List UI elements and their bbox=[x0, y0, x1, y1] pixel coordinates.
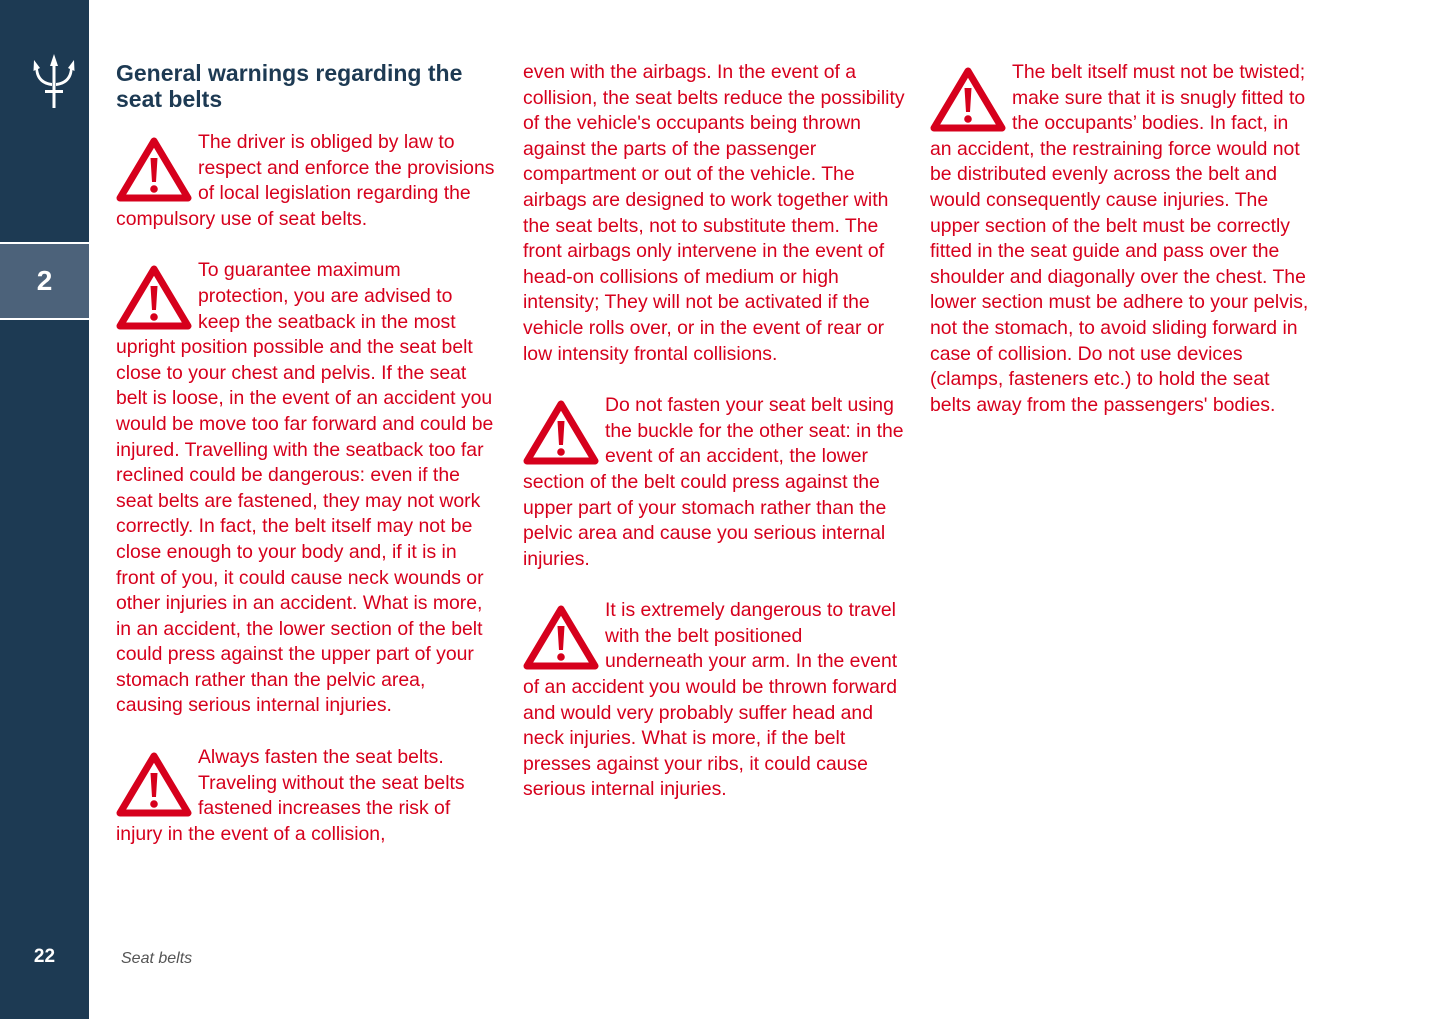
warning-triangle-icon bbox=[116, 264, 192, 330]
column-2 bbox=[523, 60, 905, 829]
warning-text: It is extremely dangerous to travel with the belt positioned underneath your arm. In the event of an accident you would be thrown forward and would very probably suffer head and neck injuries. What is more, if the belt presses against your ribs, it could cause serious internal injuries. bbox=[523, 599, 898, 801]
warning-block bbox=[116, 745, 496, 847]
warning-block bbox=[116, 258, 496, 719]
warning-text: To guarantee maximum protection, you are advised to keep the seatback in the most upright position possible and the seat belt close to your chest and pelvis. If the seat belt is loose, in the event of an accident you would be move too far forward and could be injured. Travelling with the seatback too far reclined could be dangerous: even if the seat belts are fastened, they may not work correctly. In fact, the belt itself may not be close enough to your body and, if it is in front of you, it could cause neck wounds or other injuries in an accident. What is more, in an accident, the lower section of the belt could press against the upper part of your stomach rather than the pelvic area, causing serious internal injuries. bbox=[116, 259, 494, 717]
column-3 bbox=[930, 60, 1310, 444]
warning-block bbox=[116, 130, 496, 232]
warning-block bbox=[930, 60, 1310, 418]
warning-triangle-icon bbox=[116, 136, 192, 202]
page-title: General warnings regarding the seat belts bbox=[116, 60, 463, 112]
warning-triangle-icon bbox=[523, 399, 599, 465]
chapter-number: 2 bbox=[0, 242, 89, 320]
footer-section-label: Seat belts bbox=[121, 950, 193, 967]
warning-text: Do not fasten your seat belt using the buckle for the other seat: in the event of an accident, the lower section of the belt could press against the upper part of your stomach rather than the pelvic area and cause you serious internal injuries. bbox=[523, 394, 904, 570]
column-1 bbox=[116, 60, 496, 873]
warning-block bbox=[523, 393, 905, 572]
warning-text: Always fasten the seat belts. Traveling without the seat belts fastened increases the risk of injury in the event of a collision, bbox=[116, 746, 465, 845]
page-number: 22 bbox=[33, 946, 56, 967]
sidebar bbox=[0, 0, 89, 1019]
warning-text: The belt itself must not be twisted; make sure that it is snugly fitted to the occupants’ bodies. In fact, in an accident, the restraining force would not be distributed evenly across the belt and would consequently cause injuries. The upper section of the belt must be correctly fitted in the seat guide and pass over the shoulder and diagonally over the chest. The lower section must be adhere to your pelvis, not the stomach, to avoid sliding forward in case of collision. Do not use devices (clamps, fasteners etc.) to hold the seat belts away from the passengers' bodies. bbox=[930, 61, 1309, 416]
warning-block bbox=[523, 598, 905, 803]
warning-text: The driver is obliged by law to respect and enforce the provisions of local legislation regarding the compulsory use of seat belts. bbox=[116, 131, 495, 230]
warning-continuation bbox=[523, 60, 905, 367]
warning-text: even with the airbags. In the event of a collision, the seat belts reduce the possibility of the vehicle's occupants being thrown against the parts of the passenger compartment or out of the vehicle. The airbags are designed to work together with the seat belts, not to substitute them. The front airbags only intervene in the event of head-on collisions of medium or high intensity; They will not be activated if the vehicle rolls over, or in the event of rear or low intensity frontal collisions. bbox=[523, 61, 905, 365]
trident-logo-icon bbox=[28, 50, 80, 112]
warning-triangle-icon bbox=[930, 66, 1006, 132]
warning-triangle-icon bbox=[523, 604, 599, 670]
warning-triangle-icon bbox=[116, 751, 192, 817]
